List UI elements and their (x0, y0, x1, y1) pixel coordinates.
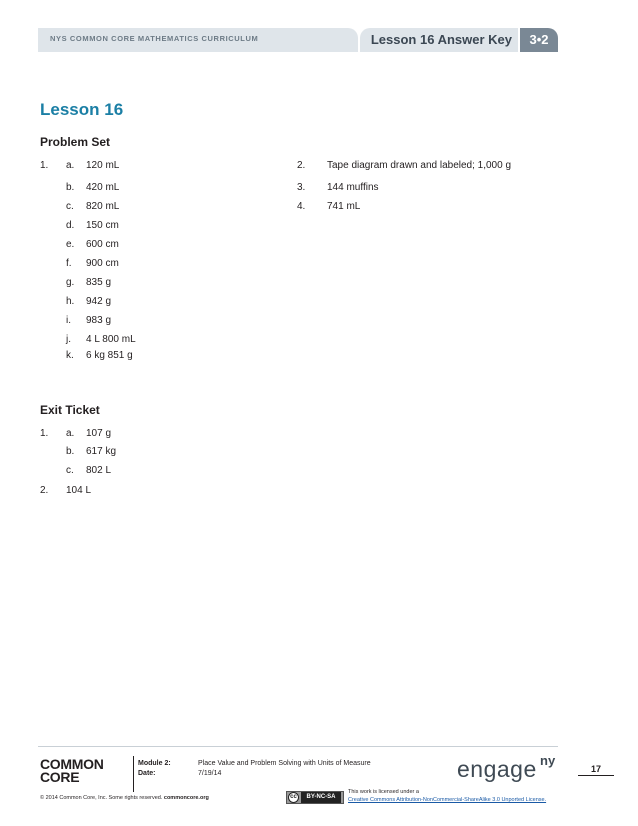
ps-q1-letter-f: f. (66, 258, 72, 269)
ps-q1-letter-g: g. (66, 277, 75, 288)
ps-q1-answer-h: 942 g (86, 296, 112, 307)
ps-q1-answer-d: 150 cm (86, 220, 119, 231)
ps-q3-answer: 144 muffins (327, 182, 379, 193)
problem-set-q1-number: 1. (40, 160, 49, 171)
module-label: Module 2: (138, 760, 171, 767)
footer-vertical-divider (133, 756, 134, 792)
grade-module-badge: 3•2 (520, 28, 558, 52)
ps-q1-letter-i: i. (66, 315, 71, 326)
ps-q3-number: 3. (297, 182, 306, 193)
ps-q1-answer-i: 983 g (86, 315, 112, 326)
copyright (40, 795, 209, 801)
ps-q2-number: 2. (297, 160, 306, 171)
lesson-answer-key-label: Lesson 16 Answer Key (370, 32, 512, 47)
logo-line-2: CORE (40, 769, 80, 785)
ps-q4-answer: 741 mL (327, 201, 361, 212)
page-title: Lesson 16 (40, 100, 124, 119)
copyright-site-link[interactable]: commoncore.org (163, 795, 209, 801)
creative-commons-badge[interactable] (286, 791, 344, 804)
ps-q1-answer-j: 4 L 800 mL (86, 334, 136, 345)
exit-ticket-q2-number: 2. (40, 485, 49, 496)
curriculum-label: NYS COMMON CORE MATHEMATICS CURRICULUM (50, 34, 259, 43)
ps-q1-letter-h: h. (66, 296, 75, 307)
ps-q2-answer: Tape diagram drawn and labeled; 1,000 g (327, 160, 512, 171)
module-value: Place Value and Problem Solving with Units of Measure (198, 760, 371, 767)
ps-q1-letter-k: k. (66, 350, 74, 361)
ps-q1-answer-a: 120 mL (86, 160, 120, 171)
copyright-text: © 2014 Common Core, Inc. Some rights reserved. (40, 795, 164, 801)
date-value: 7/19/14 (198, 770, 222, 777)
license-link[interactable]: Creative Commons Attribution-NonCommercial-ShareAlike 3.0 Unported License. (348, 797, 547, 803)
ps-q1-answer-f: 900 cm (86, 258, 119, 269)
ps-q1-answer-k: 6 kg 851 g (86, 350, 133, 361)
footer-divider (38, 746, 558, 747)
ps-q1-answer-e: 600 cm (86, 239, 119, 250)
problem-set-heading: Problem Set (40, 135, 111, 149)
et-q1-letter-b: b. (66, 446, 75, 457)
ps-q1-letter-c: c. (66, 201, 74, 212)
common-core-logo (40, 758, 104, 784)
ps-q1-answer-c: 820 mL (86, 201, 120, 212)
ps-q1-letter-j: j. (66, 334, 71, 345)
cc-badge-text: BY-NC-SA (301, 792, 341, 803)
et-q1-letter-a: a. (66, 428, 75, 439)
et-q1-answer-c: 802 L (86, 465, 112, 476)
ps-q1-letter-d: d. (66, 220, 75, 231)
logo-line-1: COMMON (40, 756, 104, 772)
date-label: Date: (138, 770, 156, 777)
ps-q1-answer-g: 835 g (86, 277, 112, 288)
cc-icon: cc (288, 792, 299, 803)
page-number: 17 (578, 764, 614, 776)
exit-ticket-heading: Exit Ticket (40, 403, 100, 417)
et-q2-answer: 104 L (66, 485, 92, 496)
engageny-logo-ny: ny (540, 753, 556, 768)
ps-q1-letter-a: a. (66, 160, 75, 171)
ps-q1-answer-b: 420 mL (86, 182, 120, 193)
et-q1-letter-c: c. (66, 465, 74, 476)
et-q1-answer-a: 107 g (86, 428, 112, 439)
exit-ticket-q1-number: 1. (40, 428, 49, 439)
ps-q1-letter-e: e. (66, 239, 75, 250)
engageny-logo: engage (457, 756, 537, 782)
et-q1-answer-b: 617 kg (86, 446, 117, 457)
ps-q4-number: 4. (297, 201, 306, 212)
ps-q1-letter-b: b. (66, 182, 75, 193)
license-line-1: This work is licensed under a (348, 789, 419, 795)
